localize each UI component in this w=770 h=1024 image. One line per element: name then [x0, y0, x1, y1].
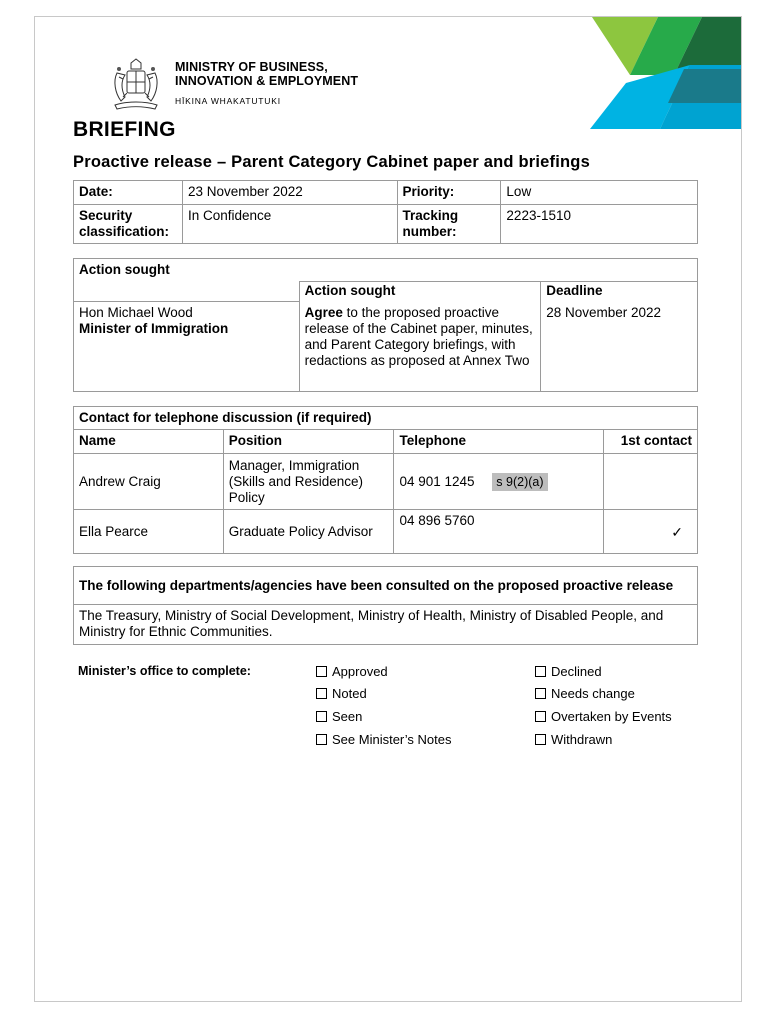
- checkbox-declined[interactable]: Declined: [535, 664, 602, 679]
- tracking-value: 2223-1510: [501, 205, 698, 244]
- checkbox-overtaken-by-events[interactable]: Overtaken by Events: [535, 709, 672, 724]
- security-label: Security classification:: [74, 205, 183, 244]
- brand-corner-graphic: [590, 17, 742, 129]
- contact-name: Andrew Craig: [74, 454, 224, 510]
- action-description: [299, 302, 541, 392]
- action-text: to the proposed proactive release of the Cabinet paper, minutes, and Parent Category briefings, with redactions as proposed at Annex Two: [304, 304, 533, 368]
- date-label: Date:: [74, 181, 183, 205]
- consulted-body: The Treasury, Ministry of Social Development, Ministry of Health, Ministry of Disabled People, and Ministry for Ethnic Communities.: [74, 605, 698, 645]
- security-value: In Confidence: [182, 205, 397, 244]
- contact-telephone: [394, 454, 604, 510]
- checkbox-icon[interactable]: [535, 666, 546, 677]
- priority-value: Low: [501, 181, 698, 205]
- contacts-table: [73, 406, 698, 554]
- consulted-title: The following departments/agencies have been consulted on the proposed proactive release: [74, 567, 698, 605]
- first-contact-check-icon: ✓: [604, 510, 698, 554]
- action-recipient: [74, 302, 300, 392]
- checkbox-icon[interactable]: [535, 688, 546, 699]
- consulted-table: [73, 566, 698, 645]
- action-table: [73, 258, 698, 392]
- action-col-header: Action sought: [299, 282, 541, 302]
- checkbox-approved[interactable]: Approved: [316, 664, 388, 679]
- recipient-name: Hon Michael Wood: [79, 305, 193, 320]
- date-value: 23 November 2022: [182, 181, 397, 205]
- contacts-section-title: Contact for telephone discussion (if required): [74, 407, 698, 430]
- action-section-title: Action sought: [74, 259, 698, 282]
- priority-label: Priority:: [397, 181, 501, 205]
- contact-first: [604, 454, 698, 510]
- contact-col-name: Name: [74, 430, 224, 454]
- checkbox-needs-change[interactable]: Needs change: [535, 686, 635, 701]
- deadline-value: 28 November 2022: [541, 302, 698, 392]
- redaction-box: s 9(2)(a): [492, 473, 547, 491]
- nz-coat-of-arms-icon: [109, 57, 163, 115]
- tracking-label: Tracking number:: [397, 205, 501, 244]
- checkbox-icon[interactable]: [316, 711, 327, 722]
- checkbox-icon[interactable]: [535, 734, 546, 745]
- contact-col-position: Position: [223, 430, 394, 454]
- checkbox-icon[interactable]: [316, 666, 327, 677]
- table-row: [74, 510, 698, 554]
- deadline-col-header: Deadline: [541, 282, 698, 302]
- contact-phone: 04 896 5760: [394, 510, 604, 554]
- checkbox-noted[interactable]: Noted: [316, 686, 367, 701]
- document-title: Proactive release – Parent Category Cabinet paper and briefings: [73, 153, 590, 171]
- contact-name: Ella Pearce: [74, 510, 224, 554]
- table-row: [74, 454, 698, 510]
- recipient-role: Minister of Immigration: [79, 321, 229, 336]
- org-subtitle: HĪKINA WHAKATUTUKI: [175, 96, 281, 106]
- checkbox-icon[interactable]: [316, 688, 327, 699]
- org-name: MINISTRY OF BUSINESS, INNOVATION & EMPLOYMENT: [175, 60, 359, 88]
- contact-position: Graduate Policy Advisor: [223, 510, 394, 554]
- document-heading: BRIEFING: [73, 118, 176, 141]
- contact-col-telephone: Telephone: [394, 430, 604, 454]
- action-header-blank: [74, 282, 300, 302]
- checkbox-seen[interactable]: Seen: [316, 709, 362, 724]
- checkbox-icon[interactable]: [316, 734, 327, 745]
- checkbox-withdrawn[interactable]: Withdrawn: [535, 732, 612, 747]
- contact-phone: 04 901 1245: [399, 473, 475, 489]
- summary-table: [73, 180, 698, 244]
- document-page: [34, 16, 742, 1002]
- contact-position: Manager, Immigration (Skills and Residence) Policy: [223, 454, 394, 510]
- checkbox-see-ministers-notes[interactable]: See Minister’s Notes: [316, 732, 451, 747]
- action-verb: Agree: [304, 304, 343, 320]
- checkbox-icon[interactable]: [535, 711, 546, 722]
- contact-col-first: 1st contact: [604, 430, 698, 454]
- office-label: Minister’s office to complete:: [78, 664, 251, 678]
